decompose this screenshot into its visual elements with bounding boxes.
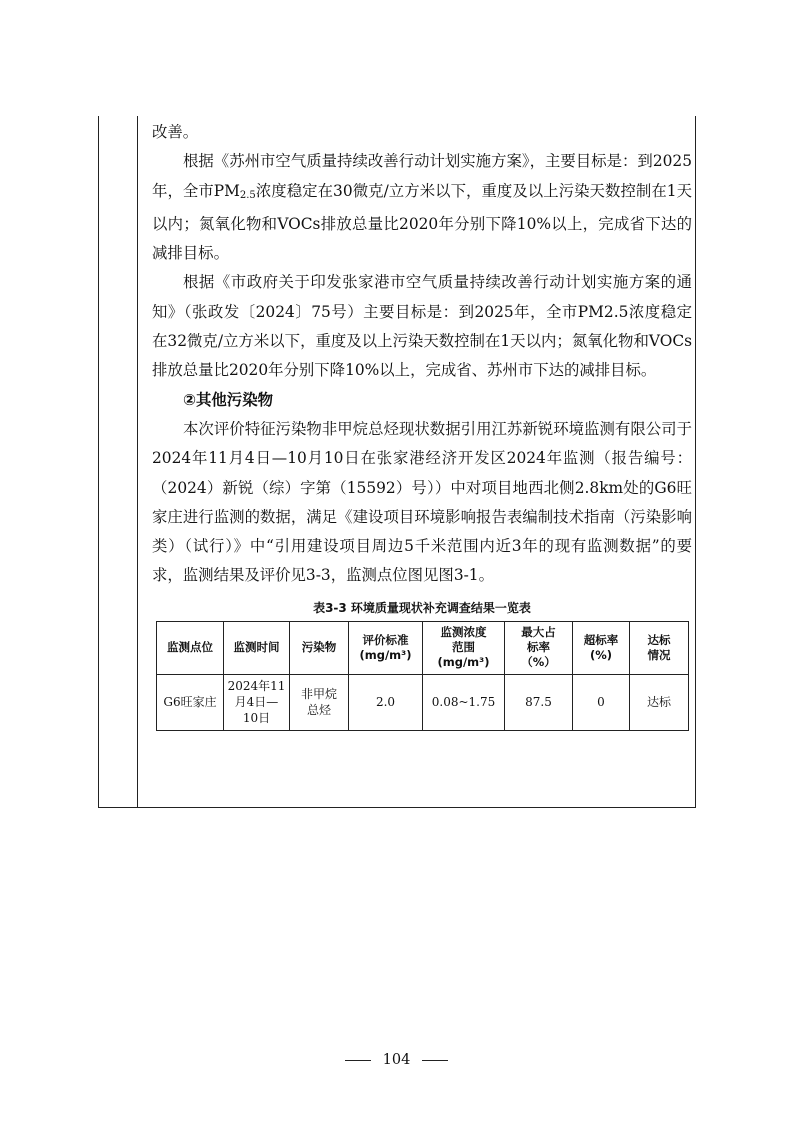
paragraph-0: 改善。 — [152, 123, 199, 141]
cell-range: 0.08~1.75 — [423, 674, 505, 730]
header-pollutant: 污染物 — [290, 621, 349, 674]
page-number — [0, 1052, 793, 1068]
paragraph-suzhou-part-a: 根据《苏州市空气质量持续改善行动计划实施方案》，主要目标是：到2025年，全市PM — [152, 152, 692, 200]
paragraph-suzhou-part-b: 浓度稳定在30微克/立方米以下，重度及以上污染天数控制在1天以内；氮氧化物和VOCs排放总量比2020年分别下降10%以上，完成省下达的减排目标。 — [152, 181, 692, 263]
header-max-ratio-line2: 标率 — [527, 640, 550, 655]
column-divider — [137, 116, 138, 808]
table-caption: 表3-3 环境质量现状补充调查结果一览表 — [313, 600, 531, 615]
header-time: 监测时间 — [224, 621, 290, 674]
header-max-ratio — [505, 621, 573, 674]
header-range — [423, 621, 505, 674]
cell-standard: 2.0 — [349, 674, 423, 730]
cell-status: 达标 — [630, 674, 689, 730]
table-header-row — [157, 621, 689, 674]
page-number-dash-right — [422, 1060, 448, 1061]
section-heading-other-pollutants: ②其他污染物 — [183, 390, 273, 409]
cell-pollutant-line1: 非甲烷 — [300, 687, 337, 702]
main-content — [152, 116, 692, 731]
cell-time-line2: 月4日— — [234, 695, 279, 710]
header-range-line1: 监测浓度 — [440, 625, 487, 640]
cell-time — [224, 674, 290, 730]
paragraph-monitoring-data: 本次评价特征污染物非甲烷总烃现状数据引用江苏新锐环境监测有限公司于2024年11月4日—10月10日在张家港经济开发区2024年监测（报告编号：（2024）新锐（综）字第（15592）号））中对项目地西北侧2.8km处的G6旺家庄进行监测的数据，满足《建设项目环境影响报告表编制技术指南（污染影响类）（试行）》中“引用建设项目周边5千米范围内近3年的现有监测数据”的要求，监测结果及评价见3-3，监测点位图见图3-1。 — [152, 419, 692, 585]
cell-time-line3: 10日 — [242, 711, 271, 726]
header-exceed-line1: 超标率 — [583, 632, 619, 647]
paragraph-suzhou-target — [152, 147, 692, 268]
header-max-ratio-line3: （%） — [521, 655, 556, 670]
header-site: 监测点位 — [157, 621, 224, 674]
header-status — [630, 621, 689, 674]
cell-pollutant — [290, 674, 349, 730]
pm-subscript: 2.5 — [239, 189, 256, 201]
header-range-line2: 范围 — [452, 640, 475, 655]
cell-time-line1: 2024年11 — [227, 679, 286, 694]
header-range-line3: (mg/m³) — [437, 655, 490, 670]
page-number-value: 104 — [382, 1052, 411, 1068]
cell-pollutant-line2: 总烃 — [306, 703, 331, 718]
results-table — [156, 621, 689, 731]
paragraph-zhangjiagang-target: 根据《市政府关于印发张家港市空气质量持续改善行动计划实施方案的通知》（张政发〔2024〕75号）主要目标是：到2025年，全市PM2.5浓度稳定在32微克/立方米以下，重度及以上污染天数控制在1天以内；氮氧化物和VOCs排放总量比2020年分别下降10%以上，完成省、苏州市下达的减排目标。 — [152, 273, 692, 380]
header-standard-line2: (mg/m³) — [359, 647, 412, 662]
header-exceed-rate — [573, 621, 630, 674]
header-max-ratio-line1: 最大占 — [521, 625, 556, 640]
header-exceed-line2: (%) — [589, 647, 613, 662]
header-status-line2: 情况 — [647, 647, 671, 662]
header-status-line1: 达标 — [647, 632, 671, 647]
header-standard — [349, 621, 423, 674]
cell-max-ratio: 87.5 — [505, 674, 573, 730]
table-row — [157, 674, 689, 730]
page-number-dash-left — [345, 1060, 371, 1061]
header-standard-line1: 评价标准 — [362, 632, 409, 647]
cell-site: G6旺家庄 — [157, 674, 224, 730]
cell-exceed-rate: 0 — [573, 674, 630, 730]
